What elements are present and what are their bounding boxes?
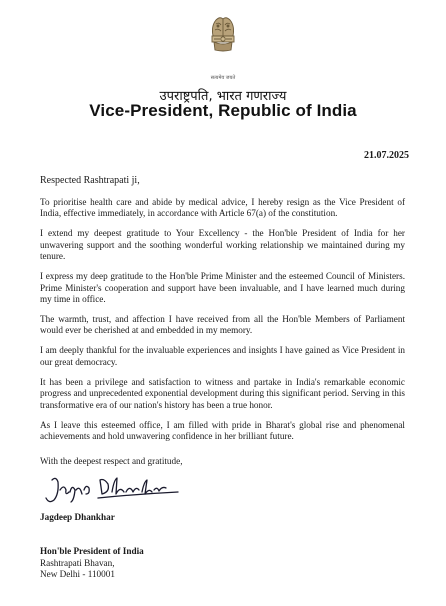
- letter-date: 21.07.2025: [364, 150, 409, 161]
- emblem-motto: सत्यमेव जयते: [210, 75, 236, 81]
- paragraph: The warmth, trust, and affection I have received from all the Hon'ble Members of Parliament would ever be cherished at and embedded in my memory.: [40, 314, 405, 336]
- closing-line: With the deepest respect and gratitude,: [40, 456, 183, 466]
- handwritten-signature: [38, 470, 198, 512]
- recipient-address: [40, 546, 144, 581]
- paragraph: I express my deep gratitude to the Hon'ble Prime Minister and the esteemed Council of Ministers. Prime Minister's cooperation and support have been invaluable, and I have learned much during my time in office.: [40, 271, 405, 305]
- recipient-title: Hon'ble President of India: [40, 546, 144, 556]
- paragraph: It has been a privilege and satisfaction to witness and partake in India's remarkable economic progress and unprecedented exponential development during this significant period. Serving in this transformative era of our nation's history has been a true honor.: [40, 376, 405, 410]
- paragraph: As I leave this esteemed office, I am filled with pride in Bharat's global rise and phenomenal achievements and hold unwavering confidence in her brilliant future.: [40, 419, 405, 442]
- paragraph: I extend my deepest gratitude to Your Excellency - the Hon'ble President of India for her unwavering support and the soothing wonderful working relationship we maintained during my tenure.: [40, 228, 405, 262]
- recipient-line: Rashtrapati Bhavan,: [40, 557, 115, 568]
- national-emblem-icon: [203, 10, 243, 80]
- recipient-line: New Delhi - 110001: [40, 569, 115, 579]
- letterhead-title-english: Vice-President, Republic of India: [89, 101, 357, 120]
- salutation: Respected Rashtrapati ji,: [40, 175, 140, 186]
- paragraph: To prioritise health care and abide by medical advice, I hereby resign as the Vice President of India, effective immediately, in accordance with Article 67(a) of the constitution.: [40, 197, 405, 219]
- signatory-name: Jagdeep Dhankhar: [40, 512, 115, 522]
- letter-body: [40, 197, 405, 451]
- paragraph: I am deeply thankful for the invaluable experiences and insights I have gained as Vice President in our great democracy.: [40, 345, 405, 367]
- letterhead-title-hindi: उपराष्ट्रपति, भारत गणराज्य: [159, 89, 287, 104]
